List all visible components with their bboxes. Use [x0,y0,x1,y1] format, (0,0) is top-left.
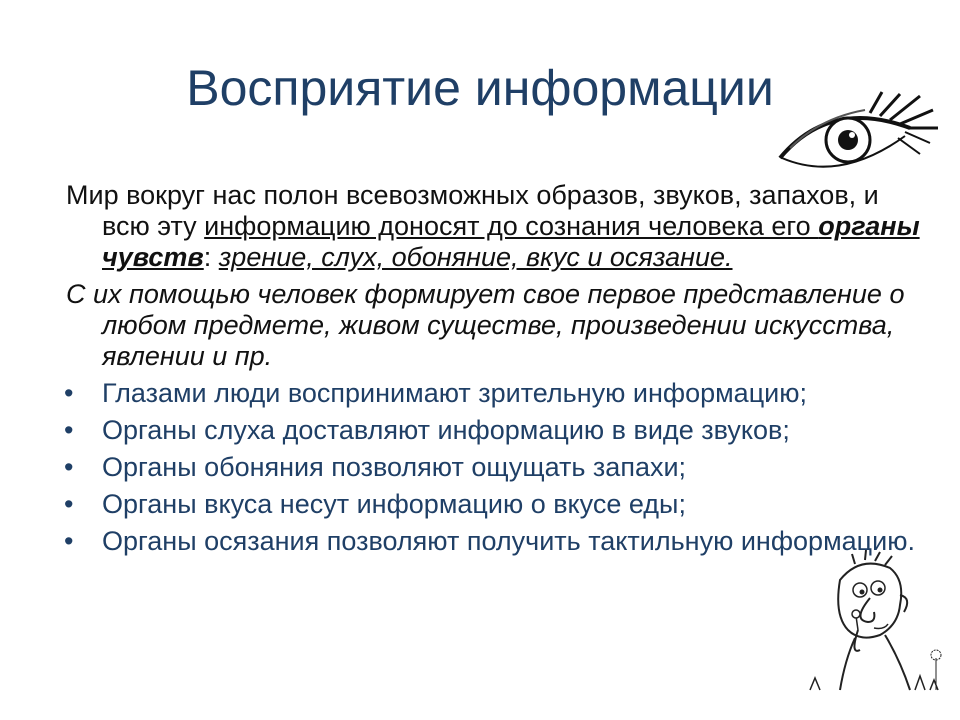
cartoon-man-icon [800,550,950,700]
intro-underlined-text: информацию доносят до сознания человека его [204,211,819,241]
senses-list-text: зрение, слух, обоняние, вкус и осязание [218,242,725,272]
bullet-icon: • [64,526,74,556]
slide-body [66,180,926,563]
list-item [66,489,926,520]
sense-organs-term: органы чувств [102,211,920,272]
bullet-text: Органы обоняния позволяют ощущать запахи; [102,452,687,482]
list-item [66,378,926,409]
senses-list [219,242,733,272]
intro-colon: : [203,242,219,272]
bullet-icon: • [64,378,74,408]
bullet-icon: • [64,489,74,519]
list-item [66,415,926,446]
bullet-icon: • [64,415,74,445]
paragraph-intro [66,180,926,273]
intro-text: Мир вокруг нас полон всевозможных образов, звуков, запахов, и всю эту [66,180,879,241]
list-item [66,526,926,557]
bullet-text: Органы вкуса несут информацию о вкусе еды; [102,489,686,519]
bullet-icon: • [64,452,74,482]
list-item [66,452,926,483]
senses-list-end: . [725,242,733,272]
bullet-text: Органы осязания позволяют получить тактильную информацию. [102,526,915,556]
paragraph-perception: С их помощью человек формирует свое первое представление о любом предмете, живом существе, произведении искусства, явлении и пр. [66,279,905,371]
eye-illustration [770,88,940,188]
bullet-text: Глазами люди воспринимают зрительную информацию; [102,378,807,408]
bullet-text: Органы слуха доставляют информацию в виде звуков; [102,415,790,445]
sense-bullets [66,378,926,557]
slide-title: Восприятие информации [186,60,774,116]
